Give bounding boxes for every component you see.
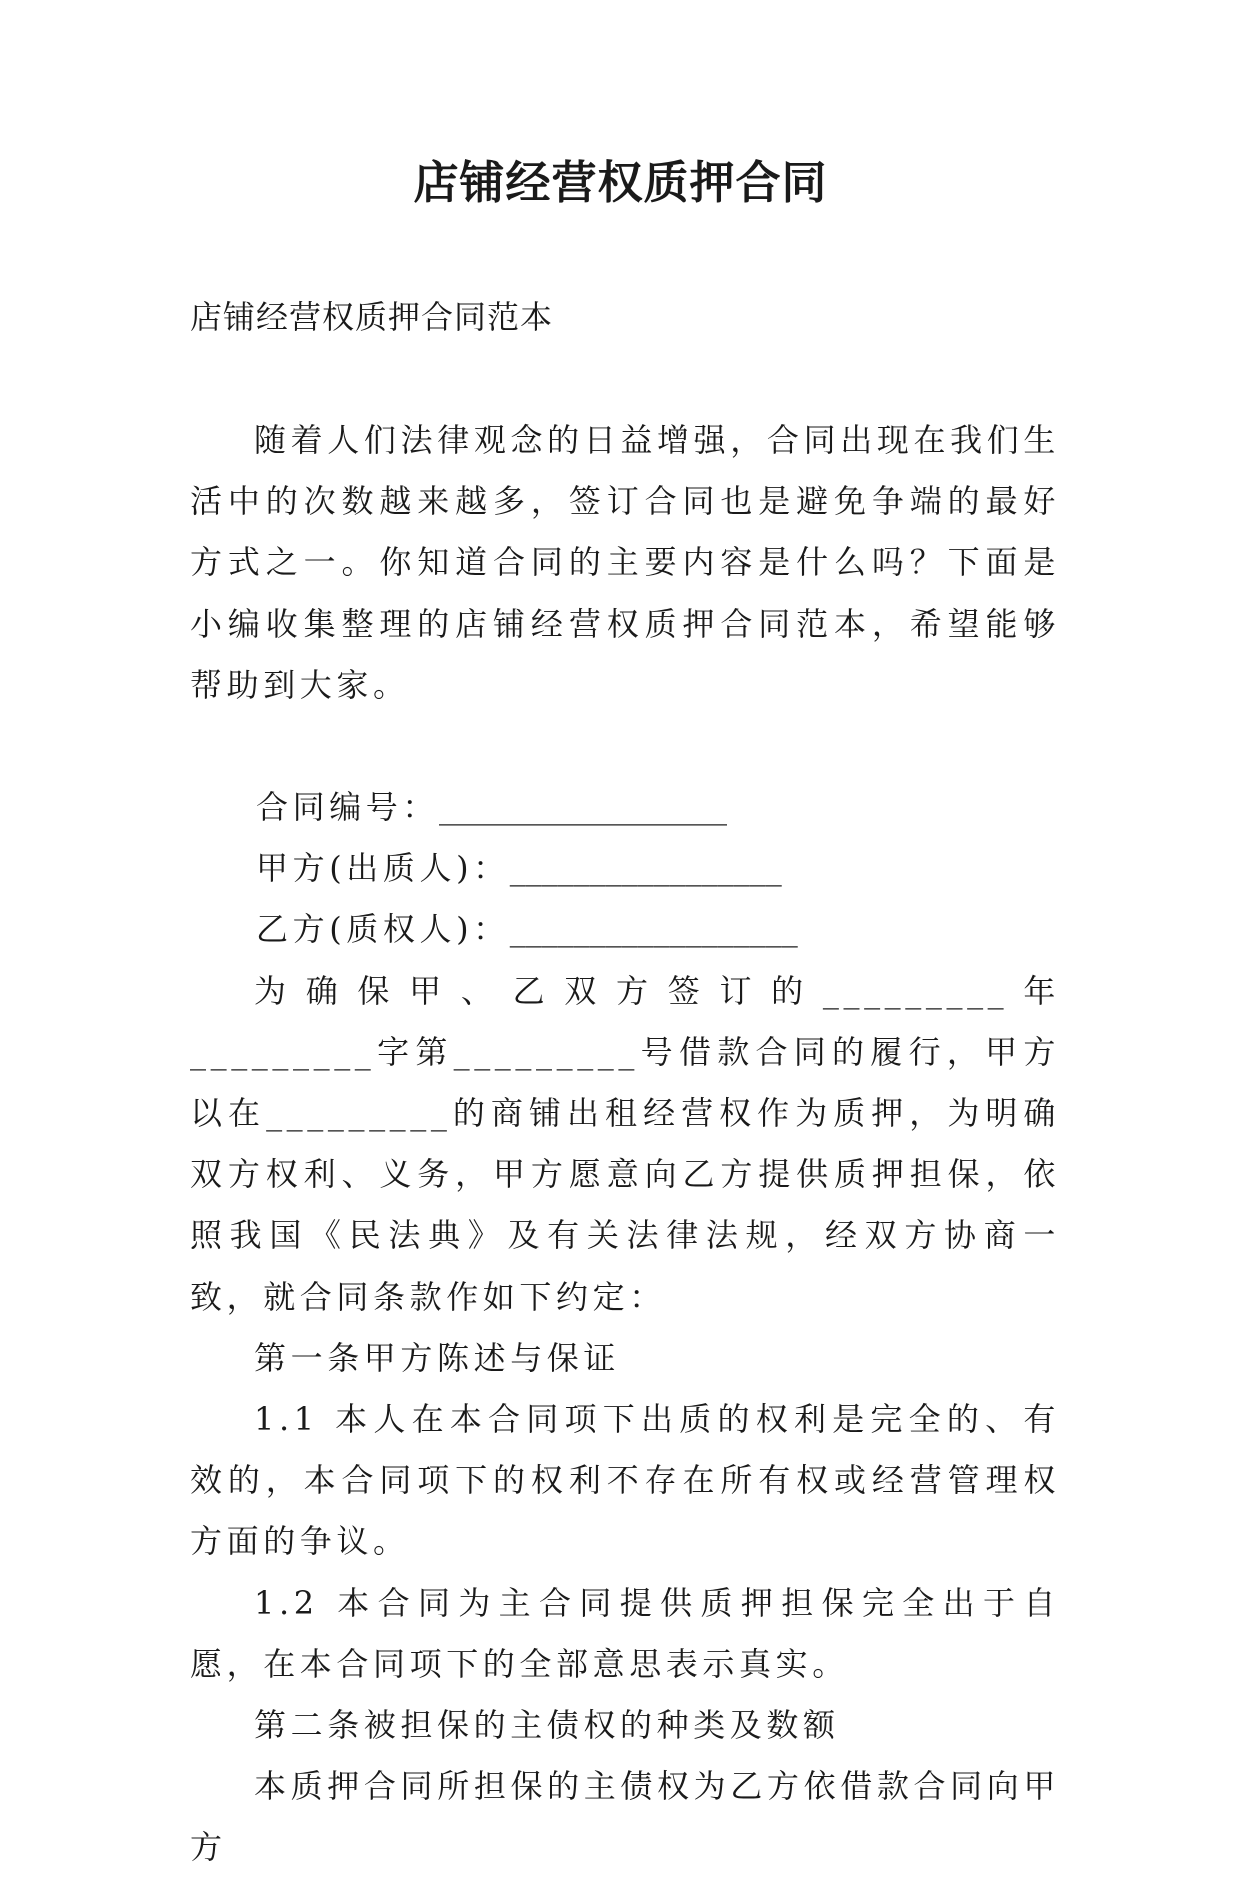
article-2-paragraph: 本质押合同所担保的主债权为乙方依借款合同向甲方 — [190, 1767, 1060, 1867]
party-b-label: 乙方(质权人)： — [256, 910, 510, 949]
article-1-heading: 第一条甲方陈述与保证 — [254, 1338, 621, 1377]
document-subtitle: 店铺经营权质押合同范本 — [190, 298, 554, 336]
contract-number-blank: __________________ — [439, 788, 728, 827]
party-a-label: 甲方(出质人)： — [256, 849, 510, 888]
article-2-heading: 第二条被担保的主债权的种类及数额 — [254, 1706, 840, 1745]
contract-number-label: 合同编号： — [256, 788, 440, 827]
party-a-line — [190, 838, 1060, 899]
clause-1-1: 1.1 本人在本合同项下出质的权利是完全的、有效的，本合同项下的权利不存在所有权或经营管理权方面的争议。 — [190, 1400, 1060, 1561]
party-b-blank: __________________ — [509, 910, 798, 949]
contract-number-line — [190, 777, 1060, 838]
party-b-line — [190, 899, 1060, 960]
intro-paragraph: 随着人们法律观念的日益增强，合同出现在我们生活中的次数越来越多，签订合同也是避免争端的最好方式之一。你知道合同的主要内容是什么吗？下面是小编收集整理的店铺经营权质押合同范本，希望能够帮助到大家。 — [190, 421, 1060, 704]
preamble-paragraph: 为确保甲、乙双方签订的_________年_________字第_________号借款合同的履行，甲方以在_________的商铺出租经营权作为质押，为明确双方权利、义务，甲方愿意向乙方提供质押担保，依照我国《民法典》及有关法律法规，经双方协商一致，就合同条款作如下约定： — [190, 971, 1060, 1316]
document-title: 店铺经营权质押合同 — [413, 156, 828, 209]
document-body — [190, 410, 1060, 1879]
party-a-blank: _________________ — [509, 849, 782, 888]
clause-1-2: 1.2 本合同为主合同提供质押担保完全出于自愿，在本合同项下的全部意思表示真实。 — [190, 1583, 1060, 1683]
